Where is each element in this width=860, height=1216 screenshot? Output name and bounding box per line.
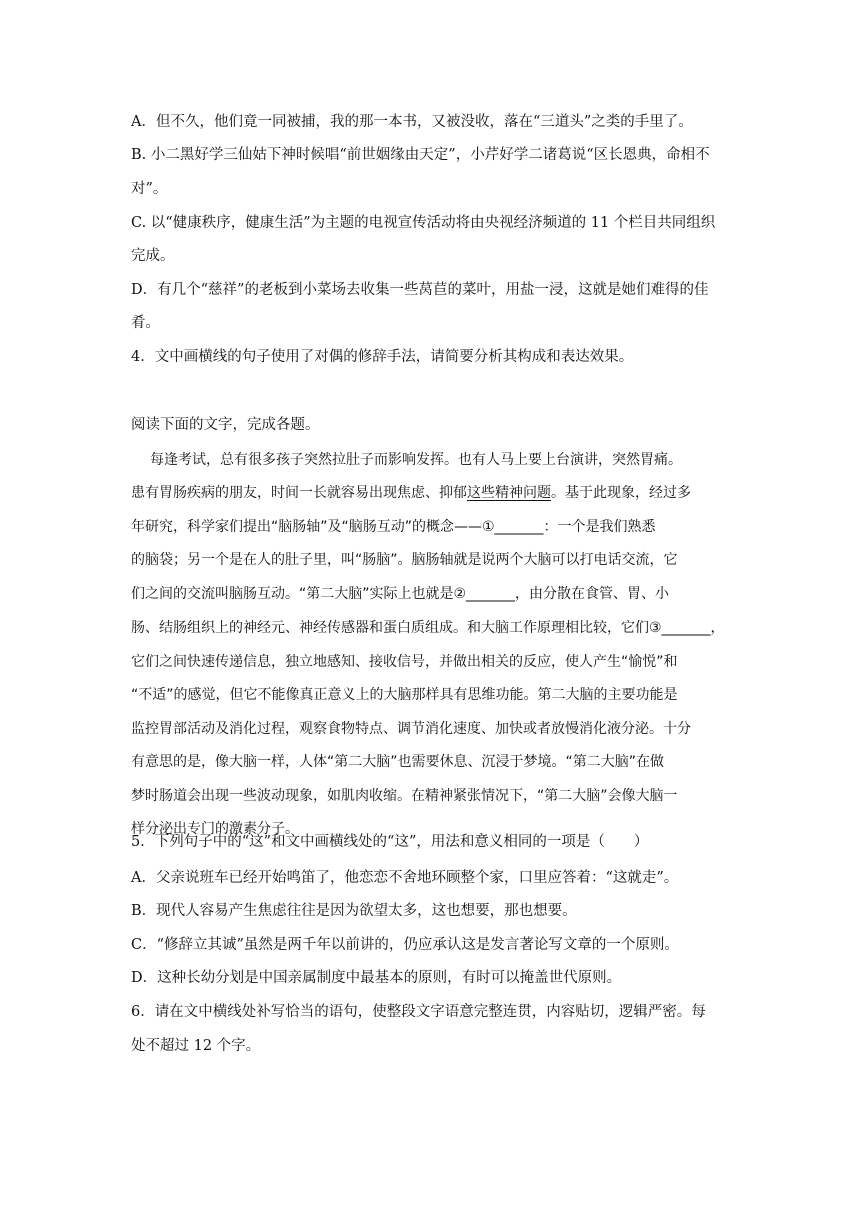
passage-text: 患有胃肠疾病的朋友，时间一长就容易出现焦虑、抑郁 bbox=[131, 485, 467, 501]
passage-line: 梦时肠道会出现一些波动现象，如肌肉收缩。在精神紧张情况下，“第二大脑”会像大脑一 bbox=[131, 788, 678, 804]
question-4: 4．文中画横线的句子使用了对偶的修辞手法，请简要分析其构成和表达效果。 bbox=[131, 349, 634, 365]
q3-option-a: A．但不久，他们竟一同被捕，我的那一本书，又被没收，落在“三道头”之类的手里了。 bbox=[131, 114, 693, 130]
passage-line: 年研究，科学家们提出“脑肠轴”及“脑肠互动”的概念——①_______：一个是我们熟悉 bbox=[131, 519, 656, 535]
passage-text: 。基于此现象，经过多 bbox=[551, 485, 691, 501]
passage-line: 的脑袋；另一个是在人的肚子里，叫“肠脑”。脑肠轴就是说两个大脑可以打电话交流，它 bbox=[131, 552, 678, 568]
q5-option-d: D．这种长幼分划是中国亲属制度中最基本的原则，有时可以掩盖世代原则。 bbox=[131, 970, 622, 986]
q3-option-c-line2: 完成。 bbox=[131, 248, 175, 264]
passage-line bbox=[131, 483, 731, 503]
q5-stem: 5．下列句子中的“这”和文中画横线处的“这”，用法和意义相同的一项是（ ） bbox=[131, 834, 649, 850]
q5-option-a: A．父亲说班车已经开始鸣笛了，他恋恋不舍地环顾整个家，口里应答着：“这就走”。 bbox=[131, 870, 679, 886]
q5-option-c: C．“修辞立其诚”虽然是两千年以前讲的，仍应承认这是发言著论写文章的一个原则。 bbox=[131, 937, 679, 953]
passage-line: “不适”的感觉，但它不能像真正意义上的大脑那样具有思维功能。第二大脑的主要功能是 bbox=[131, 687, 678, 703]
q3-option-b-line2: 对”。 bbox=[131, 181, 168, 197]
passage-line: 每逢考试，总有很多孩子突然拉肚子而影响发挥。也有人马上要上台演讲，突然胃痛。 bbox=[150, 452, 682, 468]
q3-option-d-line1: D．有几个“慈祥”的老板到小菜场去收集一些莴苣的菜叶，用盐一浸，这就是她们难得的佳 bbox=[131, 282, 709, 298]
q3-option-c-line1: C. 以“健康秩序，健康生活”为主题的电视宣传活动将由央视经济频道的 11 个栏目共同组织 bbox=[131, 215, 716, 231]
question-6-line1: 6．请在文中横线处补写恰当的语句，使整段文字语意完整连贯，内容贴切，逻辑严密。每 bbox=[131, 1004, 706, 1020]
section-intro: 阅读下面的文字，完成各题。 bbox=[131, 417, 320, 433]
passage-line: 们之间的交流叫脑肠互动。“第二大脑”实际上也就是②_______，由分散在食管、胃、小 bbox=[131, 586, 670, 602]
question-6-line2: 处不超过 12 个字。 bbox=[131, 1038, 261, 1054]
passage-line: 它们之间快速传递信息，独立地感知、接收信号，并做出相关的反应，使人产生“愉悦”和 bbox=[131, 654, 678, 670]
q3-option-d-line2: 肴。 bbox=[131, 315, 160, 331]
passage-line: 监控胃部活动及消化过程，观察食物特点、调节消化速度、加快或者放慢消化液分泌。十分 bbox=[131, 721, 691, 737]
q3-option-b-line1: B. 小二黑好学三仙姑下神时候唱“前世姻缘由天定”，小芹好学二诸葛说“区长恩典，命相不 bbox=[131, 147, 710, 163]
passage-line: 样分泌出专门的激素分子。 bbox=[131, 821, 299, 837]
passage-line: 肠、结肠组织上的神经元、神经传感器和蛋白质组成。和大脑工作原理相比较，它们③_______， bbox=[131, 620, 725, 636]
underlined-phrase: 这些精神问题 bbox=[467, 485, 551, 501]
q5-option-b: B．现代人容易产生焦虑往往是因为欲望太多，这也想要，那也想要。 bbox=[131, 903, 577, 919]
passage-line: 有意思的是，像大脑一样，人体“第二大脑”也需要休息、沉浸于梦境。“第二大脑”在做 bbox=[131, 754, 665, 770]
